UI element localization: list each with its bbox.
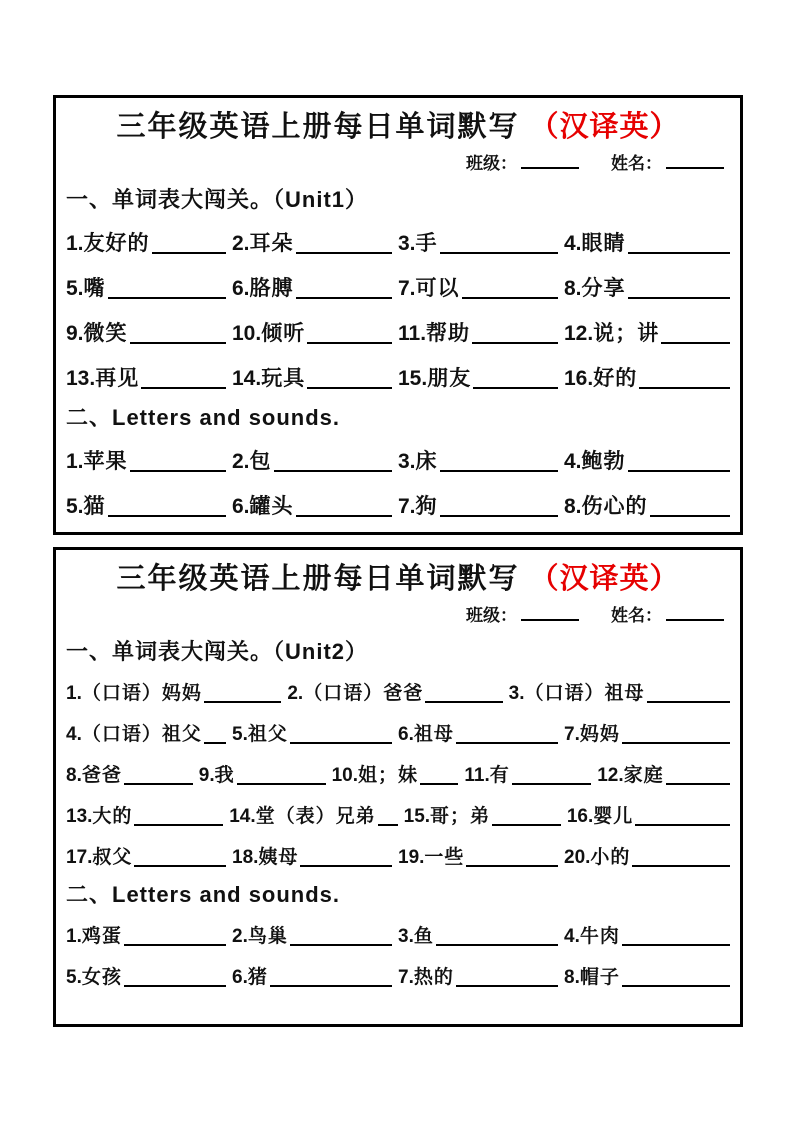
word-label: 我 <box>214 765 235 786</box>
title-text: 三年级英语上册每日单词默写 <box>116 111 520 143</box>
word-number: 11. <box>398 322 427 345</box>
answer-blank <box>492 824 561 826</box>
word-label: 好的 <box>593 367 638 390</box>
word-label: 再见 <box>95 367 140 390</box>
word-item <box>398 967 564 989</box>
word-label: 可以 <box>415 277 460 300</box>
section-heading-vocab: 一、单词表大闯关。（Unit1） <box>66 187 369 212</box>
word-item <box>398 367 564 391</box>
word-item <box>398 450 564 474</box>
word-item <box>232 367 398 391</box>
word-label: 大的 <box>92 806 133 827</box>
word-number: 14. <box>229 806 256 827</box>
name-blank <box>666 152 724 169</box>
word-label: 帮助 <box>426 322 471 345</box>
answer-blank <box>622 742 730 744</box>
word-number: 15. <box>403 806 431 827</box>
word-label: 包 <box>249 450 272 473</box>
word-item <box>564 277 730 301</box>
word-item <box>398 232 564 256</box>
answer-blank <box>628 470 730 472</box>
word-label: 鲍勃 <box>581 450 626 473</box>
word-row <box>66 752 730 793</box>
word-label: 鸟巢 <box>247 926 288 947</box>
word-label: 耳朵 <box>249 232 294 255</box>
word-item <box>398 724 564 746</box>
answer-blank <box>108 515 226 517</box>
word-number: 11. <box>464 765 490 786</box>
word-item <box>66 926 232 948</box>
word-item <box>509 683 730 705</box>
word-number: 3. <box>398 450 416 473</box>
word-label: 家庭 <box>623 765 664 786</box>
word-item <box>232 967 398 989</box>
word-label: 姐；妹 <box>358 765 419 786</box>
word-number: 2. <box>232 926 248 947</box>
answer-blank <box>425 701 502 703</box>
word-label: 哥；弟 <box>430 806 491 827</box>
word-item <box>597 765 730 787</box>
word-number: 3. <box>398 926 414 947</box>
answer-blank <box>512 783 591 785</box>
word-label: 猫 <box>83 495 106 518</box>
word-label: 鸡蛋 <box>81 926 122 947</box>
word-item <box>199 765 332 787</box>
word-label: 小的 <box>590 847 631 868</box>
word-label: 说；讲 <box>593 322 660 345</box>
word-row <box>66 954 730 995</box>
answer-blank <box>628 252 730 254</box>
answer-blank <box>378 824 398 826</box>
word-row <box>66 711 730 752</box>
word-item <box>564 495 730 519</box>
answer-blank <box>134 824 223 826</box>
class-blank <box>521 152 579 169</box>
answer-blank <box>124 985 226 987</box>
word-number: 5. <box>66 967 82 988</box>
word-number: 16. <box>564 367 594 390</box>
word-item <box>564 450 730 474</box>
word-label: 罐头 <box>249 495 294 518</box>
answer-blank <box>466 865 558 867</box>
word-number: 4. <box>564 450 582 473</box>
word-number: 6. <box>232 277 250 300</box>
word-item <box>66 806 229 828</box>
word-label: 牛肉 <box>579 926 620 947</box>
word-label: 眼睛 <box>581 232 626 255</box>
word-item <box>232 926 398 948</box>
word-item <box>398 926 564 948</box>
word-item <box>66 232 232 256</box>
word-label: 微笑 <box>83 322 128 345</box>
meta-line <box>66 600 730 632</box>
word-number: 7. <box>398 967 414 988</box>
meta-line <box>66 148 730 180</box>
word-number: 20. <box>564 847 591 868</box>
answer-blank <box>661 342 730 344</box>
word-item <box>66 367 232 391</box>
word-number: 7. <box>398 277 416 300</box>
word-row <box>66 913 730 954</box>
word-item <box>232 495 398 519</box>
answer-blank <box>632 865 730 867</box>
word-item <box>66 450 232 474</box>
answer-blank <box>472 342 558 344</box>
word-number: 8. <box>66 765 82 786</box>
answer-blank <box>204 701 281 703</box>
word-number: 10. <box>331 765 359 786</box>
word-item <box>464 765 597 787</box>
class-label: 班级： <box>466 154 517 173</box>
answer-blank <box>296 515 392 517</box>
section-heading-vocab: 一、单词表大闯关。（Unit2） <box>66 639 369 664</box>
answer-blank <box>473 387 558 389</box>
class-blank <box>521 604 579 621</box>
word-item <box>66 683 287 705</box>
section-heading-letters: 二、Letters and sounds. <box>66 405 341 430</box>
answer-blank <box>666 783 730 785</box>
word-number: 6. <box>398 724 414 745</box>
answer-blank <box>622 985 730 987</box>
word-label: 叔父 <box>92 847 133 868</box>
word-label: （口语）妈妈 <box>81 683 202 704</box>
word-label: 朋友 <box>427 367 472 390</box>
answer-blank <box>141 387 226 389</box>
word-number: 3. <box>398 232 416 255</box>
word-label: 一些 <box>424 847 465 868</box>
word-item <box>232 322 398 346</box>
word-label: （口语）爸爸 <box>303 683 424 704</box>
word-row <box>66 218 730 263</box>
word-number: 1. <box>66 926 82 947</box>
word-number: 12. <box>597 765 624 786</box>
word-item <box>398 277 564 301</box>
answer-blank <box>462 297 558 299</box>
word-item <box>66 724 232 746</box>
word-label: 祖母 <box>413 724 454 745</box>
word-item <box>232 232 398 256</box>
word-item <box>232 724 398 746</box>
word-label: 玩具 <box>261 367 306 390</box>
word-label: 分享 <box>581 277 626 300</box>
answer-blank <box>639 387 730 389</box>
word-label: 堂（表）兄弟 <box>255 806 376 827</box>
word-list-vocab <box>66 218 730 398</box>
word-label: 有 <box>489 765 510 786</box>
word-item <box>564 232 730 256</box>
answer-blank <box>635 824 730 826</box>
word-label: 鱼 <box>413 926 434 947</box>
word-item <box>564 967 730 989</box>
word-number: 7. <box>398 495 416 518</box>
word-label: （口语）祖父 <box>81 724 202 745</box>
word-number: 8. <box>564 967 580 988</box>
answer-blank <box>130 342 226 344</box>
word-item <box>564 724 730 746</box>
answer-blank <box>622 944 730 946</box>
page-title <box>66 558 730 600</box>
word-number: 6. <box>232 967 248 988</box>
answer-blank <box>274 470 392 472</box>
word-number: 19. <box>398 847 425 868</box>
word-row <box>66 670 730 711</box>
word-label: 热的 <box>413 967 454 988</box>
word-number: 3. <box>508 683 525 704</box>
answer-blank <box>647 701 730 703</box>
word-label: 祖父 <box>247 724 288 745</box>
answer-blank <box>290 944 392 946</box>
word-number: 4. <box>66 724 82 745</box>
word-number: 5. <box>66 277 84 300</box>
word-label: 猪 <box>247 967 268 988</box>
word-number: 13. <box>66 367 96 390</box>
word-number: 4. <box>564 232 582 255</box>
answer-blank <box>650 515 730 517</box>
answer-blank <box>134 865 226 867</box>
word-number: 18. <box>232 847 259 868</box>
word-label: 友好的 <box>83 232 150 255</box>
word-label: 伤心的 <box>581 495 648 518</box>
word-item <box>232 847 398 869</box>
name-label: 姓名： <box>611 606 662 625</box>
answer-blank <box>436 944 558 946</box>
word-label: 婴儿 <box>593 806 634 827</box>
word-number: 15. <box>398 367 428 390</box>
answer-blank <box>296 252 392 254</box>
word-label: 倾听 <box>261 322 306 345</box>
answer-blank <box>290 742 392 744</box>
word-number: 14. <box>232 367 262 390</box>
word-number: 17. <box>66 847 93 868</box>
word-item <box>287 683 508 705</box>
answer-blank <box>204 742 226 744</box>
word-item <box>66 765 199 787</box>
worksheet-card-unit1 <box>53 95 743 535</box>
word-number: 9. <box>66 322 84 345</box>
word-label: 爸爸 <box>81 765 122 786</box>
answer-blank <box>420 783 458 785</box>
word-number: 16. <box>566 806 594 827</box>
answer-blank <box>440 252 558 254</box>
answer-blank <box>237 783 326 785</box>
word-number: 5. <box>232 724 248 745</box>
word-label: 手 <box>415 232 438 255</box>
title-subtitle-red: （汉译英） <box>529 563 680 595</box>
answer-blank <box>300 865 392 867</box>
word-item <box>564 322 730 346</box>
section-heading-letters: 二、Letters and sounds. <box>66 882 341 907</box>
word-label: 帽子 <box>579 967 620 988</box>
title-subtitle-red: （汉译英） <box>529 111 680 143</box>
word-row <box>66 353 730 398</box>
word-number: 2. <box>287 683 304 704</box>
word-number: 2. <box>232 232 250 255</box>
answer-blank <box>152 252 226 254</box>
word-label: （口语）祖母 <box>524 683 645 704</box>
word-number: 8. <box>564 277 582 300</box>
word-number: 5. <box>66 495 84 518</box>
word-number: 1. <box>66 450 84 473</box>
title-text: 三年级英语上册每日单词默写 <box>116 563 520 595</box>
answer-blank <box>108 297 226 299</box>
word-list-vocab <box>66 670 730 875</box>
word-number: 13. <box>66 806 93 827</box>
word-number: 1. <box>66 683 82 704</box>
word-item <box>66 967 232 989</box>
word-item <box>66 322 232 346</box>
word-number: 7. <box>564 724 580 745</box>
word-number: 6. <box>232 495 250 518</box>
word-row <box>66 793 730 834</box>
word-label: 嘴 <box>83 277 106 300</box>
answer-blank <box>296 297 392 299</box>
answer-blank <box>440 515 558 517</box>
word-list-letters <box>66 913 730 995</box>
answer-blank <box>628 297 730 299</box>
word-item <box>398 322 564 346</box>
answer-blank <box>130 470 226 472</box>
word-item <box>567 806 730 828</box>
word-list-letters <box>66 436 730 526</box>
answer-blank <box>124 783 193 785</box>
word-number: 12. <box>564 322 594 345</box>
name-label: 姓名： <box>611 154 662 173</box>
answer-blank <box>124 944 226 946</box>
word-item <box>66 847 232 869</box>
word-row <box>66 834 730 875</box>
word-label: 胳膊 <box>249 277 294 300</box>
answer-blank <box>456 742 558 744</box>
answer-blank <box>456 985 558 987</box>
word-number: 1. <box>66 232 84 255</box>
word-item <box>398 495 564 519</box>
word-item <box>332 765 465 787</box>
word-row <box>66 263 730 308</box>
word-item <box>564 367 730 391</box>
word-label: 床 <box>415 450 438 473</box>
class-label: 班级： <box>466 606 517 625</box>
answer-blank <box>307 342 392 344</box>
word-item <box>564 847 730 869</box>
answer-blank <box>440 470 558 472</box>
word-label: 姨母 <box>258 847 299 868</box>
word-item <box>66 277 232 301</box>
word-item <box>564 926 730 948</box>
word-row <box>66 308 730 353</box>
word-label: 女孩 <box>81 967 122 988</box>
word-item <box>232 277 398 301</box>
name-blank <box>666 604 724 621</box>
word-label: 狗 <box>415 495 438 518</box>
word-number: 8. <box>564 495 582 518</box>
word-item <box>232 450 398 474</box>
word-number: 4. <box>564 926 580 947</box>
word-row <box>66 436 730 481</box>
word-item <box>404 806 567 828</box>
word-number: 2. <box>232 450 250 473</box>
page-title <box>66 106 730 148</box>
word-item <box>229 806 403 828</box>
worksheet-card-unit2 <box>53 547 743 1027</box>
word-item <box>66 495 232 519</box>
word-label: 苹果 <box>83 450 128 473</box>
word-row <box>66 481 730 526</box>
word-item <box>398 847 564 869</box>
answer-blank <box>307 387 392 389</box>
word-number: 9. <box>198 765 215 786</box>
word-label: 妈妈 <box>579 724 620 745</box>
word-number: 10. <box>232 322 262 345</box>
answer-blank <box>270 985 392 987</box>
